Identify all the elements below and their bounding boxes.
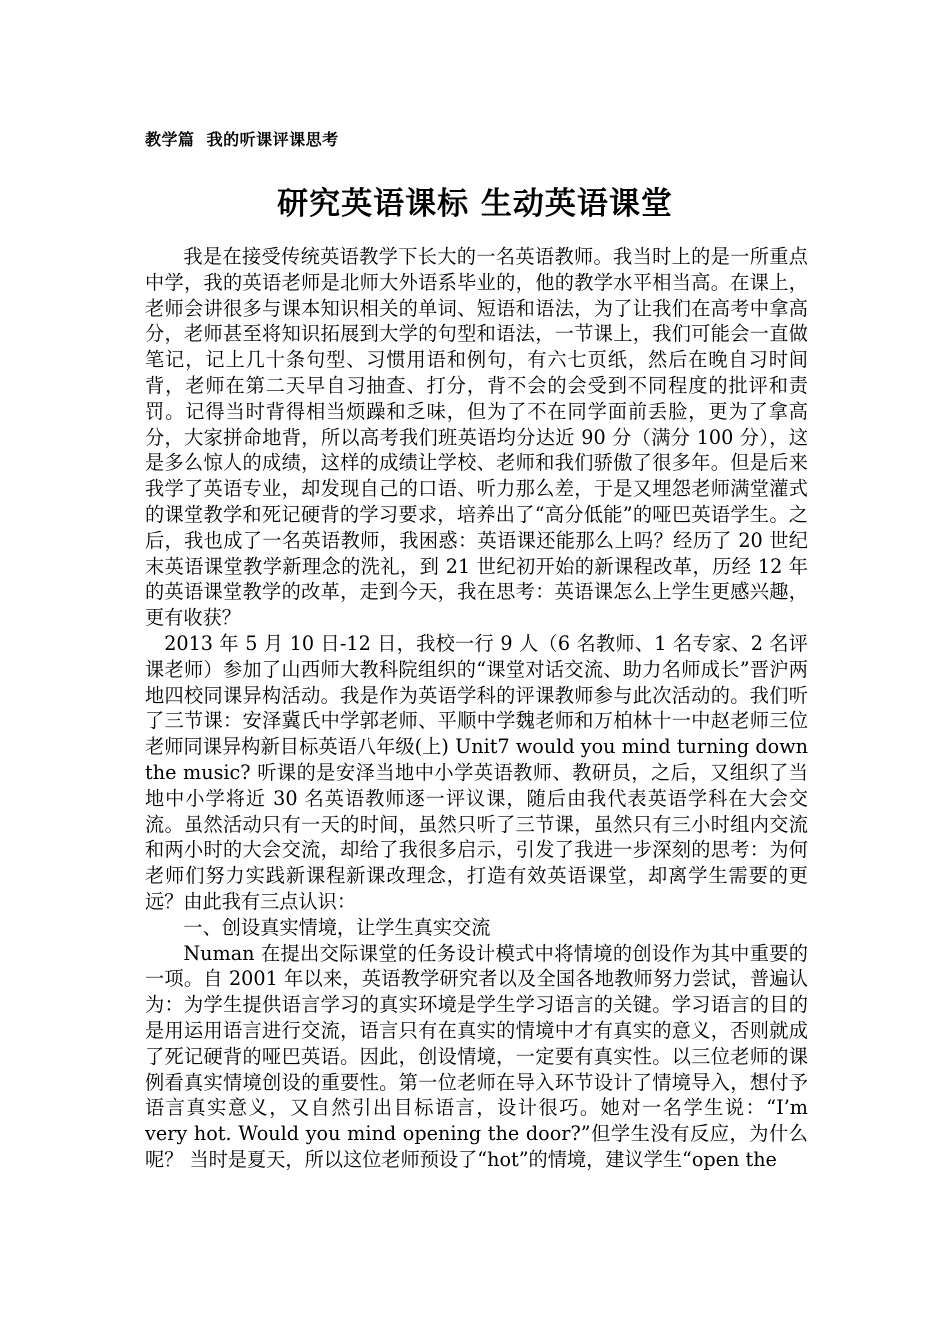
header-subtitle: 我的听课评课思考 bbox=[206, 130, 339, 149]
document-body bbox=[145, 244, 808, 1173]
document-title: 研究英语课标 生动英语课堂 bbox=[277, 186, 673, 222]
paragraph-activity: 2013 年 5 月 10 日-12 日，我校一行 9 人（6 名教师、1 名专家、2 名评课老师）参加了山西师大教科院组织的“课堂对话交流、助力名师成长”晋沪两地四校同课异构活动。我是作为英语学科的评课教师参与此次活动的。我们听了三节课：安泽冀氏中学郭老师、平顺中学魏老师和万柏林十一中赵老师三位老师同课异构新目标英语八年级(上) Unit7 would you mind turning down the music? 听课的是安泽当地中小学英语教师、教研员，之后，又组织了当地中小学将近 30 名英语教师逐一评议课，随后由我代表英语学科在大会交流。虽然活动只有一天的时间，虽然只听了三节课，虽然只有三小时组内交流和两小时的大会交流，却给了我很多启示，引发了我进一步深刻的思考：为何老师们努力实践新课程新课改理念，打造有效英语课堂，却离学生需要的更远？由此我有三点认识： bbox=[145, 631, 808, 913]
header-category: 教学篇 bbox=[145, 130, 195, 149]
paragraph-situation: Numan 在提出交际课堂的任务设计模式中将情境的创设作为其中重要的一项。自 2001 年以来，英语教学研究者以及全国各地教师努力尝试，普遍认为：为学生提供语言学习的真实环境是学生学习语言的关键。学习语言的目的是用运用语言进行交流，语言只有在真实的情境中才有真实的意义，否则就成了死记硬背的哑巴英语。因此，创设情境，一定要有真实性。以三位老师的课例看真实情境创设的重要性。第一位老师在导入环节设计了情境导入，想付予语言真实意义，又自然引出目标语言，设计很巧。她对一名学生说：“I’m very hot. Would you mind opening the door?”但学生没有反应，为什么呢？ 当时是夏天，所以这位老师预设了“hot”的情境，建议学生“open the bbox=[145, 941, 808, 1171]
header-gap bbox=[195, 130, 207, 149]
section-heading-1: 一、创设真实情境，让学生真实交流 bbox=[183, 915, 491, 939]
paragraph-intro: 我是在接受传统英语教学下长大的一名英语教师。我当时上的是一所重点中学，我的英语老师是北师大外语系毕业的，他的教学水平相当高。在课上，老师会讲很多与课本知识相关的单词、短语和语法，为了让我们在高考中拿高分，老师甚至将知识拓展到大学的句型和语法，一节课上，我们可能会一直做笔记，记上几十条句型、习惯用语和例句，有六七页纸，然后在晚自习时间背，老师在第二天早自习抽查、打分，背不会的会受到不同程度的批评和责罚。记得当时背得相当烦躁和乏味，但为了不在同学面前丢脸，更为了拿高分，大家拼命地背，所以高考我们班英语均分达近 90 分（满分 100 分），这是多么惊人的成绩，这样的成绩让学校、老师和我们骄傲了很多年。但是后来我学了英语专业，却发现自己的口语、听力那么差，于是又埋怨老师满堂灌式的课堂教学和死记硬背的学习要求，培养出了“高分低能”的哑巴英语学生。之后，我也成了一名英语教师，我困惑：英语课还能那么上吗？经历了 20 世纪末英语课堂教学新理念的洗礼，到 21 世纪初开始的新课程改革，历经 12 年的英语课堂教学的改革，走到今天，我在思考：英语课怎么上学生更感兴趣，更有收获？ bbox=[145, 245, 808, 630]
section-header bbox=[145, 127, 339, 150]
